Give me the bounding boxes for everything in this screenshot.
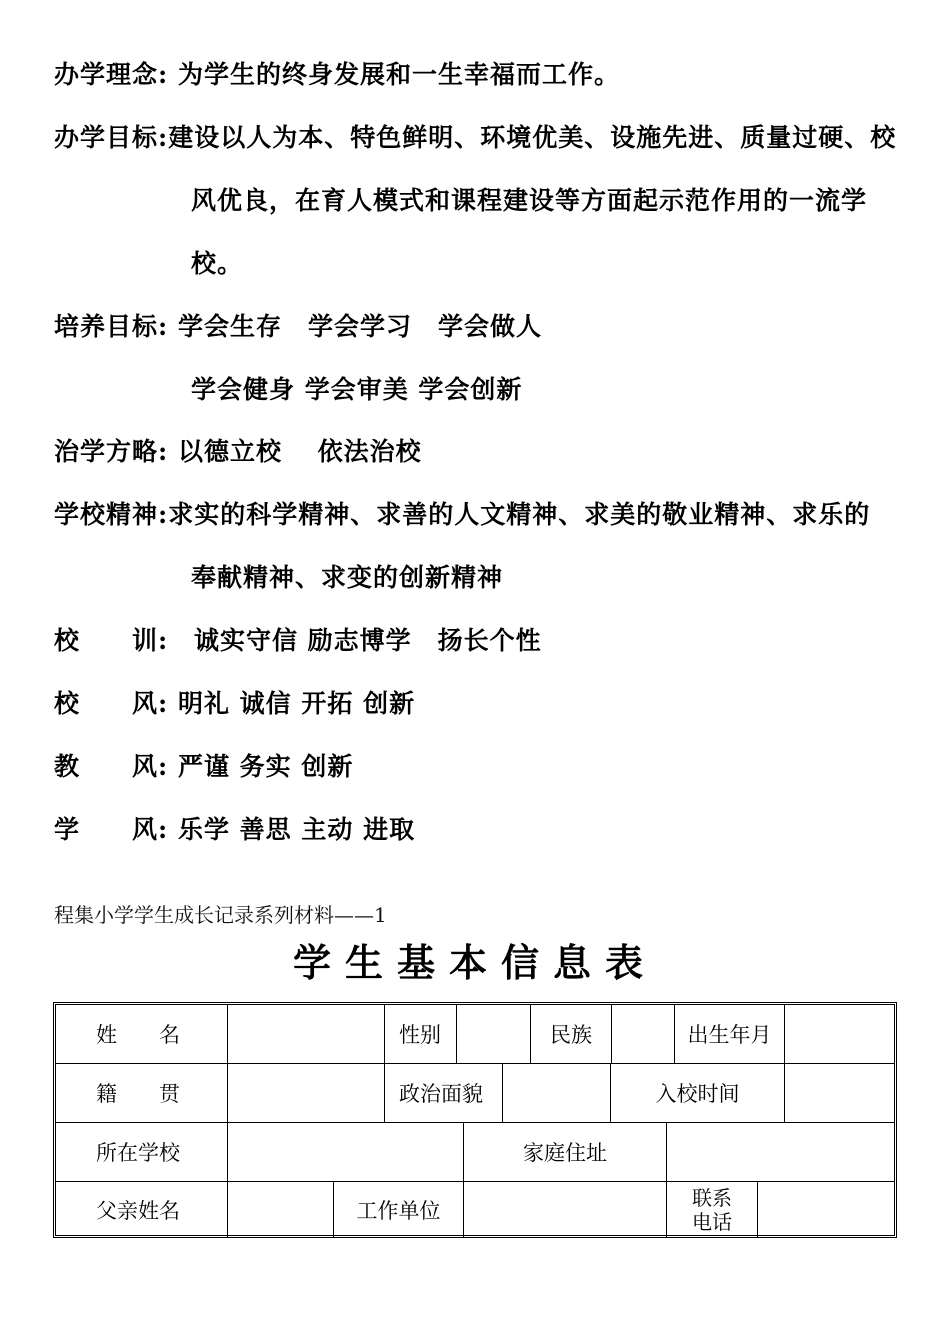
school-style-line: [54, 684, 415, 720]
name-label: 姓 名: [56, 1005, 228, 1063]
spirit-text-2: 奉献精神、求变的创新精神: [191, 563, 504, 592]
address-label: 家庭住址: [464, 1122, 667, 1181]
gender-field[interactable]: [457, 1005, 531, 1063]
table-row: [56, 1122, 894, 1182]
goal-line-1: [54, 118, 896, 154]
enroll-label: 入校时间: [611, 1063, 785, 1122]
goal-text-1: 建设以人为本、特色鲜明、环境优美、设施先进、质量过硬、校: [168, 123, 897, 152]
ethnicity-field[interactable]: [612, 1005, 675, 1063]
motto-label: 校 训:: [54, 626, 169, 655]
study-style-line: [54, 810, 415, 846]
spirit-text-1: 求实的科学精神、求善的人文精神、求美的敬业精神、求乐的: [168, 500, 871, 529]
table-row: [56, 1181, 894, 1238]
school-style-label: 校 风:: [54, 689, 169, 718]
enroll-field[interactable]: [785, 1063, 894, 1122]
school-style-text: 明礼 诚信 开拓 创新: [177, 689, 416, 718]
hometown-label: 籍 贯: [56, 1063, 228, 1122]
phone-field[interactable]: [758, 1181, 894, 1238]
address-field[interactable]: [667, 1122, 894, 1181]
goal-label: 办学目标:: [54, 123, 169, 152]
training-text-2: 学会健身 学会审美 学会创新: [191, 375, 523, 404]
goal-text-3: 校。: [191, 249, 244, 278]
phone-label-line2: 电话: [692, 1209, 732, 1234]
philosophy-line: [54, 55, 620, 91]
school-label: 所在学校: [56, 1122, 228, 1181]
hometown-field[interactable]: [228, 1063, 385, 1122]
birth-label: 出生年月: [675, 1005, 785, 1063]
form-title: 学生基本信息表: [292, 940, 657, 985]
strategy-line: [54, 432, 422, 468]
father-field[interactable]: [228, 1181, 334, 1238]
philosophy-label: 办学理念:: [54, 60, 169, 89]
training-line-1: [54, 307, 542, 343]
phone-label-line1: 联系: [692, 1185, 732, 1210]
philosophy-text: 为学生的终身发展和一生幸福而工作。: [177, 60, 620, 89]
teaching-style-line: [54, 747, 353, 783]
teaching-style-text: 严谨 务实 创新: [177, 752, 354, 781]
phone-label: [667, 1181, 758, 1238]
study-style-text: 乐学 善思 主动 进取: [177, 815, 416, 844]
strategy-text: 以德立校 依法治校: [177, 437, 422, 466]
table-row: [56, 1063, 894, 1123]
ethnicity-label: 民族: [531, 1005, 612, 1063]
spirit-line-1: [54, 495, 870, 531]
name-field[interactable]: [228, 1005, 385, 1063]
gender-label: 性别: [385, 1005, 457, 1063]
training-text-1: 学会生存 学会学习 学会做人: [177, 312, 542, 341]
training-label: 培养目标:: [54, 312, 169, 341]
table-row: [56, 1005, 894, 1064]
work-field[interactable]: [464, 1181, 667, 1238]
student-info-table: [53, 1002, 897, 1238]
teaching-style-label: 教 风:: [54, 752, 169, 781]
spirit-label: 学校精神:: [54, 500, 169, 529]
work-label: 工作单位: [334, 1181, 464, 1238]
father-label: 父亲姓名: [56, 1181, 228, 1238]
series-caption: 程集小学学生成长记录系列材料——1: [54, 903, 387, 927]
strategy-label: 治学方略:: [54, 437, 169, 466]
motto-line: [54, 621, 542, 657]
school-field[interactable]: [228, 1122, 464, 1181]
motto-text: 诚实守信 励志博学 扬长个性: [193, 626, 542, 655]
study-style-label: 学 风:: [54, 815, 169, 844]
goal-text-2: 风优良，在育人模式和课程建设等方面起示范作用的一流学: [191, 186, 868, 215]
political-label: 政治面貌: [385, 1063, 503, 1122]
political-field[interactable]: [503, 1063, 611, 1122]
birth-field[interactable]: [785, 1005, 894, 1063]
